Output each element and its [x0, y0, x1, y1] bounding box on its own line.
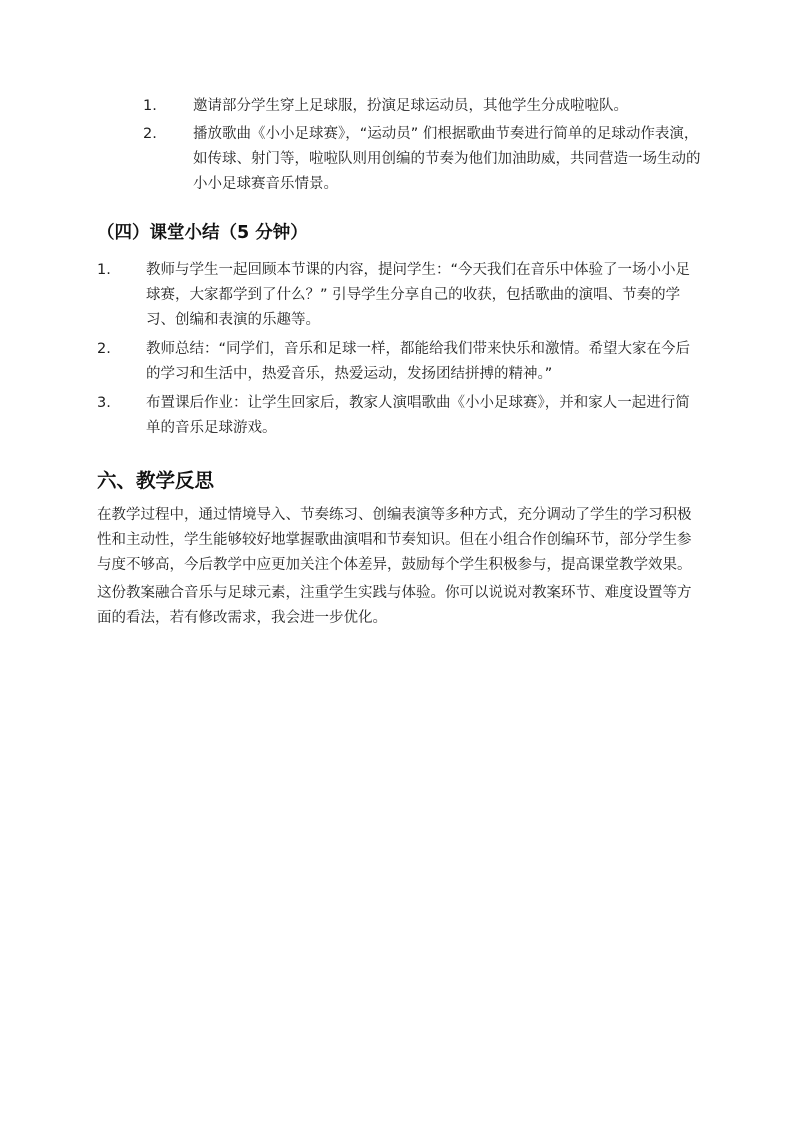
list-item [143, 94, 701, 119]
list-item-text: 邀请部分学生穿上足球服，扮演足球运动员，其他学生分成啦啦队。 [193, 98, 628, 114]
list-item-text: 教师与学生一起回顾本节课的内容，提问学生：“今天我们在音乐中体验了一场小小足球赛，大家都学到了什么？” 引导学生分享自己的收获，包括歌曲的演唱、节奏的学习、创编和表演的乐趣等。 [146, 262, 691, 328]
section-heading: （四）课堂小结（5 分钟） [97, 223, 308, 243]
list-item-number: 1. [143, 98, 157, 114]
list-item-number: 3. [97, 395, 111, 411]
list-item-text: 播放歌曲《小小足球赛》，“运动员” 们根据歌曲节奏进行简单的足球动作表演，如传球、射门等，啦啦队则用创编的节奏为他们加油助威，共同营造一场生动的小小足球赛音乐情景。 [193, 126, 701, 192]
list-item-text: 教师总结：“同学们，音乐和足球一样，都能给我们带来快乐和激情。希望大家在今后的学习和生活中，热爱音乐，热爱运动，发扬团结拼搏的精神。” [146, 341, 691, 382]
activity-list [143, 94, 701, 200]
list-item [97, 258, 701, 333]
list-item-number: 1. [97, 262, 111, 278]
list-item-number: 2. [143, 126, 157, 142]
chapter-heading: 六、教学反思 [97, 469, 215, 492]
summary-list [97, 258, 701, 445]
list-item-text: 布置课后作业：让学生回家后，教家人演唱歌曲《小小足球赛》，并和家人一起进行简单的音乐足球游戏。 [146, 395, 690, 436]
list-item [97, 391, 701, 441]
closing-paragraph: 这份教案融合音乐与足球元素，注重学生实践与体验。你可以说说对教案环节、难度设置等方面的看法，若有修改需求，我会进一步优化。 [97, 585, 692, 626]
list-item [143, 122, 701, 197]
list-item-number: 2. [97, 341, 111, 357]
reflection-paragraph: 在教学过程中，通过情境导入、节奏练习、创编表演等多种方式，充分调动了学生的学习积极性和主动性，学生能够较好地掌握歌曲演唱和节奏知识。但在小组合作创编环节，部分学生参与度不够高，今后教学中应更加关注个体差异，鼓励每个学生积极参与，提高课堂教学效果。 [97, 507, 692, 573]
list-item [97, 337, 701, 387]
